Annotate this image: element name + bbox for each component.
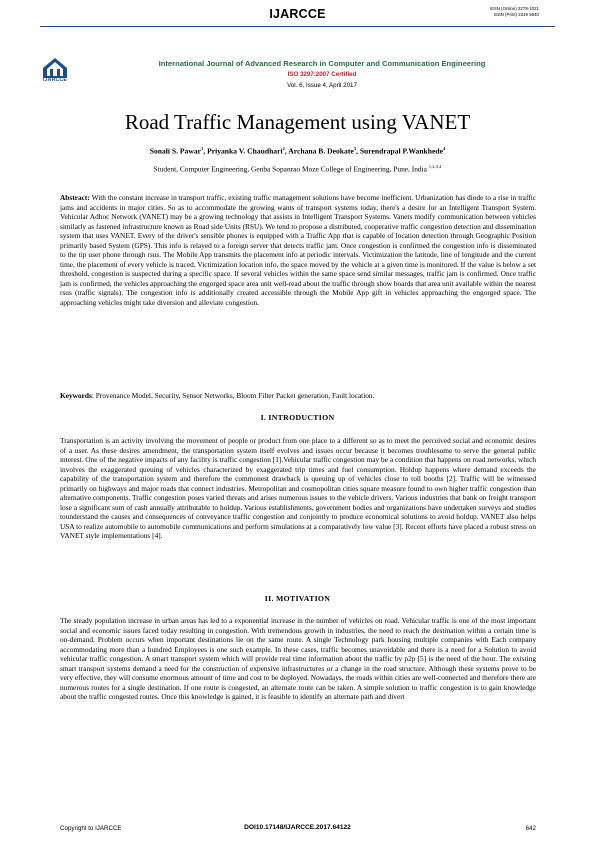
- affiliation-text: Student, Computer Engineering, Genba Sopanrao Moze College of Engineering, Pune, India: [153, 164, 427, 174]
- section-heading-motivation: II. MOTIVATION: [264, 594, 331, 603]
- author-sup: 1: [201, 146, 204, 151]
- author-list: [0, 146, 595, 156]
- iso-certification: ISO 3297:2007 Certified: [287, 71, 357, 78]
- section-body-introduction: Transportation is an activity involving the movement of people or product from one place to a different so as to meet the perceived social and economic desires of a user. As these desires amendment, the transportation system itself evolves and issues occur because it becomes troublesome to serve the general public interest. One of the negative impacts of any facility is traffic congestion [1].Vehicular traffic congestion may be a condition that happens on road networks, which involves the exaggerated queuing of vehicles characterized by exaggerated trip times and fuel consumption. Holdup happens where demand exceeds the capability of the transportation system and therefore the commonest drawback is queuing up of vehicles close to toll booths [2]. Traffic will be witnessed primarily on highways and major roads that connect industries. Metropolitan and cosmopolitan cities square measure found to own higher traffic congestion than alternative components. Traffic congestion poses varied threats and arises numerous issues to the vehicle drivers. Various industries that bank on freight transport lose a significant sum of cash annually attributable to holdup. Various establishments, government bodies and organizations have undertaken surveys and studies tounderstand the causes and consequences of conveyance traffic congestion and conjointly to produce economical solutions to avoid holdup. VANET also helps USA to realize automobile to automobile communications and perform simulations at a comparatively low value [3]. Recent efforts have placed a robust stress on VANET style implementations [4].: [60, 436, 536, 540]
- keywords-text: : Provenance Model, Security, Sensor Networks, Bloom Filter Packet generation, Fault location.: [91, 391, 375, 400]
- abstract: [60, 193, 536, 307]
- author-name: Archana B. Deokate: [288, 146, 354, 156]
- issn-online: ISSN (Online) 2278-1021: [489, 6, 539, 11]
- author-name: Priyanka V. Chaudhari: [207, 146, 283, 156]
- author-name: Sonali S. Pawar: [149, 146, 201, 156]
- abstract-label: Abstract:: [60, 193, 90, 202]
- author-sep: ,: [203, 146, 208, 156]
- volume-issue: Vol. 6, Issue 4, April 2017: [287, 82, 357, 89]
- issn-block: [490, 6, 539, 18]
- section-heading-introduction: I. INTRODUCTION: [260, 413, 335, 422]
- journal-full-name: International Journal of Advanced Research in Computer and Communication Engineering: [158, 59, 486, 68]
- footer-doi: DOI10.17148/IJARCCE.2017.64122: [244, 824, 351, 831]
- abstract-text: With the constant increase in transport traffic, existing traffic management solutions have become inefficient. Urbanization has diode to a rise in traffic jams and accidents in major cities. So as to accommodate the growing wants of transport systems today, there's a desire for an Intelligent Transport System. Vehicular Adhoc Network (VANET) may be a growing technology that assists in Intelligent Transport Systems. Vanets modify communication between vehicles similarly as fastened infrastructure known as Road side Units (RSU). We tend to propose a distributed, cooperative traffic congestion detection and dissemination system that uses VANET. Every of the driver's sensible phones is equipped with a Traffic App that is capable of location detection through Geographic Position primarily based System (GPS). This info is relayed to a foreign server that detects traffic jam. Once congestion is confirmed the congestion info is disseminated to the tip user phone through rsus. The Mobile App transmits the placement info at periodic intervals. Victimization the latitude, line of longitude and the current time, the placement of every vehicle is traced. Victimization location info, the space moved by the vehicle at a given time is monitored. If the value is below a set threshold, congestion is suspected during a specific space. If several vehicles within the same space send similar messages, traffic jam is confirmed. Once traffic jam is confirmed, the vehicles approaching the engorged space area unit well-read about the traffic through show boards that area unit available within the nearest rsus (traffic signals). The congestion info is additionally created accessible through the Mobile App gift in vehicles approaching the engorged space. The approaching vehicles might take diversion and alleviate congestion.: [60, 193, 536, 307]
- issn-print: ISSN (Print) 2319 5940: [493, 12, 539, 17]
- footer-copyright: Copyright to IJARCCE: [60, 825, 122, 832]
- affiliation: [0, 164, 595, 173]
- author-name: Surendrapal P.Wankhede: [359, 146, 443, 156]
- logo-text: IJARCCE: [42, 77, 68, 83]
- author-sup: 3: [353, 146, 357, 151]
- affiliation-sup: 1,2,3,4: [428, 164, 442, 169]
- author-sep: ,: [284, 146, 289, 156]
- paper-title: Road Traffic Management using VANET: [124, 110, 471, 134]
- author-sep: ,: [356, 146, 360, 156]
- author-sup: 4: [442, 146, 446, 151]
- journal-short-name: IJARCCE: [269, 7, 326, 21]
- section-body-motivation: The steady population increase in urban areas has led to a exponential increase in the number of vehicles on road. Vehicular traffic is one of the most important social and economic issues faced today resulting in congestion. With tremendous growth in industries, the need to reach the destination within a certain time is on-demand. Problem occurs when important destinations lie on the same route. A single Technology park housing multiple companies with Each company accommodating more than a hundred Employees is one such example. In these cases, traffic becomes unavoidable and there is a need for a Solution to avoid vehicular traffic congestion. A smart transport system which will provide real time information about the traffic by p2p [5] is the need of the hour. The existing smart transport systems demand a need for the construction of expensive infrastructures or a change in the road structure. Although these systems prove to be very effective, they will consume enormous amount of time and cost to be deployed. Nowadays, the roads within cities are well-connected and therefore there are numerous routes for a single destination. If one route is congested, an alternate route can be taken. A simple solution to traffic congestion is to gain knowledge about the traffic congested routes. Once this knowledge is gained, it is feasible to identify an alternate path and divert: [60, 616, 536, 701]
- keywords: [60, 391, 536, 401]
- author-sup: 2: [282, 146, 285, 151]
- keywords-label: Keywords: [60, 391, 92, 400]
- page-number: 642: [525, 825, 536, 832]
- header-rule: [40, 26, 555, 27]
